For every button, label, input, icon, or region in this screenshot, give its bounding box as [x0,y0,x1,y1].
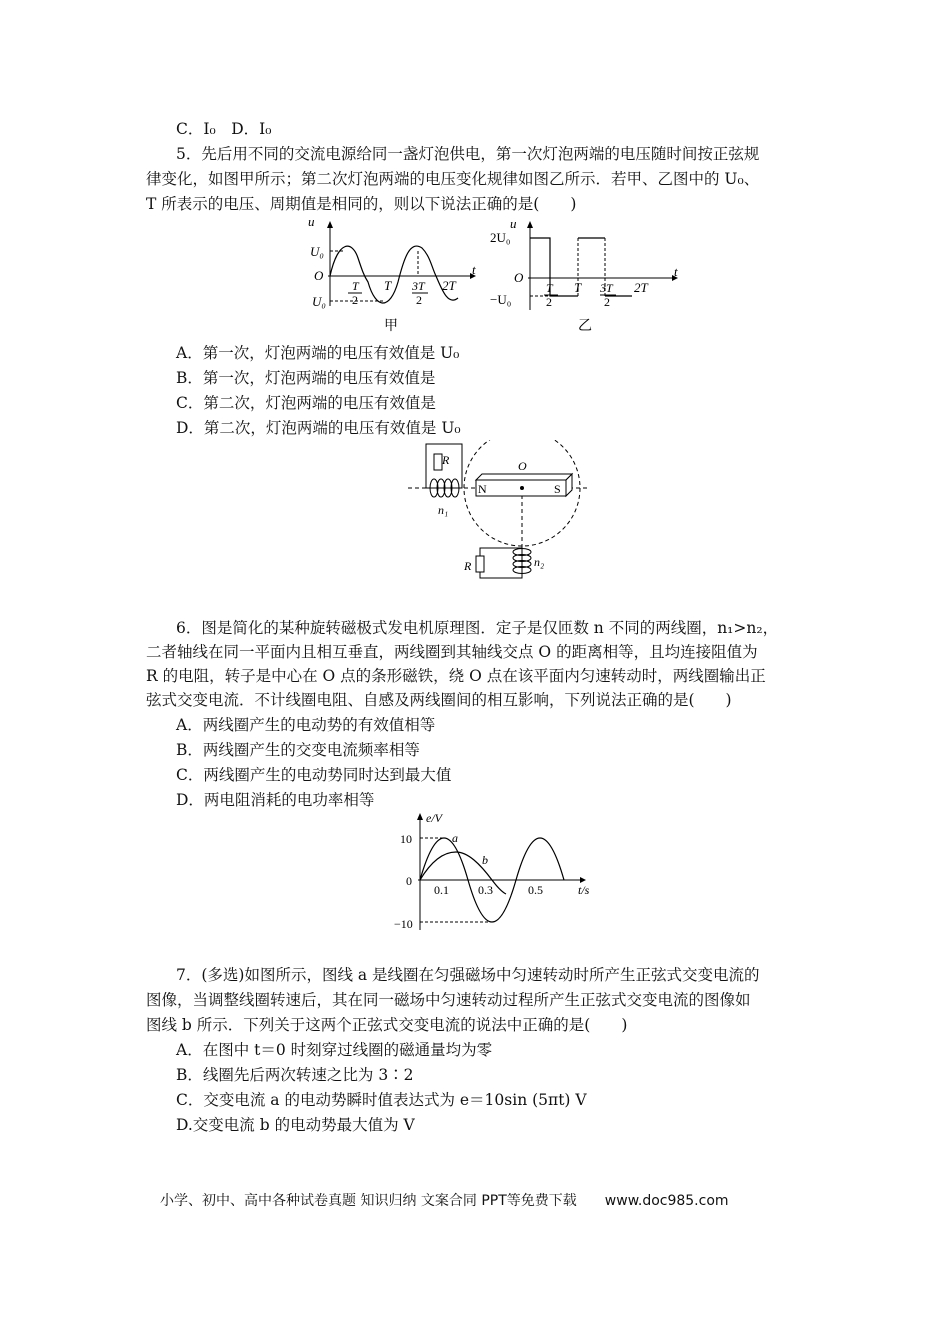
yi-3T-num: 3T [600,281,613,295]
yi-O-label: O [514,270,524,285]
jia-halfT-num: T [352,279,359,293]
jia-halfT-den: 2 [352,293,358,307]
q7-xlabel: t/s [578,883,590,897]
q7-stem-line-1: 7．(多选)如图所示，图线 a 是线圈在匀强磁场中匀速转动时所产生正弦式交变电流的 [176,966,760,984]
R-bottom-label: R [464,559,472,573]
q5-option-a: A．第一次，灯泡两端的电压有效值是 U₀ [176,344,460,362]
q7-stem-line-3: 图线 b 所示．下列关于这两个正弦式交变电流的说法中正确的是( ) [146,1016,628,1034]
q7-option-d: D.交变电流 b 的电动势最大值为 V [176,1116,415,1134]
q6-option-a: A．两线圈产生的电动势的有效值相等 [176,716,436,734]
q6-stem-line-3: R 的电阻，转子是中心在 O 点的条形磁铁，绕 O 点在该平面内匀速转动时，两线圈输出正 [146,667,766,685]
jia-O-label: O [314,268,324,283]
jia-caption: 甲 [384,319,398,334]
q7-y0: 0 [406,874,412,888]
q5-option-b: B．第一次，灯泡两端的电压有效值是 [176,369,436,387]
footer-text: 小学、初中、高中各种试卷真题 知识归纳 文案合同 PPT等免费下载 [160,1193,577,1209]
q7-x01: 0.1 [434,883,449,897]
footer-url[interactable]: www.doc985.com [604,1193,729,1209]
q7-option-c: C．交变电流 a 的电动势瞬时值表达式为 e＝10sin (5πt) V [176,1091,587,1109]
yi-2U0-label: 2U₀ [490,230,511,245]
curve-b-label: b [482,853,488,867]
q5-stem-line-2: 律变化，如图甲所示；第二次灯泡两端的电压变化规律如图乙所示．若甲、乙图中的 U₀、 [146,170,760,188]
yi-u-label: u [510,218,517,231]
q7-stem-line-2: 图像，当调整线圈转速后，其在同一磁场中匀速转动过程所产生正弦式交变电流的图像如 [146,991,751,1009]
q6-option-b: B．两线圈产生的交变电流频率相等 [176,741,420,759]
jia-3T-den: 2 [416,293,422,307]
q7-x05: 0.5 [528,883,543,897]
figure-jia-sine [300,218,480,338]
yi-caption: 乙 [578,319,592,334]
q5-option-d: D．第二次，灯泡两端的电压有效值是 U₀ [176,419,461,437]
yi-t-label: t [674,264,678,279]
yi-halfT-den: 2 [546,295,552,309]
jia-2T-label: 2T [442,278,456,293]
page-footer [160,1190,729,1210]
q7-y10: 10 [400,832,412,846]
yi-2T-label: 2T [634,280,648,295]
center-O-label: O [518,459,527,473]
yi-negU0-label: −U₀ [490,292,512,307]
jia-t-label: t [472,262,476,277]
q5-option-c: C．第二次，灯泡两端的电压有效值是 [176,394,436,412]
figure-yi-square [488,218,688,338]
yi-T-label: T [574,280,582,295]
yi-3T-den: 2 [604,295,610,309]
q6-stem-line-2: 二者轴线在同一平面内且相互垂直，两线圈到其轴线交点 O 的距离相等，且均连接阻值为 [146,643,758,661]
q7-option-a: A．在图中 t＝0 时刻穿过线圈的磁通量均为零 [176,1041,493,1059]
yi-halfT-num: T [546,281,553,295]
q5-stem-line-1: 5．先后用不同的交流电源给同一盏灯泡供电，第一次灯泡两端的电压随时间按正弦规 [176,145,760,163]
q4-options-cd: C．I₀ D．I₀ [176,120,272,138]
q6-stem-line-4: 弦式交变电流．不计线圈电阻、自感及两线圈间的相互影响，下列说法正确的是( ) [146,691,732,709]
q7-ac-graph [390,812,610,936]
q7-x03: 0.3 [478,883,493,897]
jia-T-label: T [384,278,392,293]
generator-diagram [408,440,598,590]
q5-stem-line-3: T 所表示的电压、周期值是相同的，则以下说法正确的是( ) [146,195,577,213]
jia-u-label: u [308,218,315,229]
q7-yneg10: −10 [394,917,413,931]
q6-option-d: D．两电阻消耗的电功率相等 [176,791,375,809]
n2-label: n₂ [534,555,545,569]
q6-stem-line-1: 6．图是简化的某种旋转磁极式发电机原理图．定子是仅匝数 n 不同的两线圈，n₁>n₂， [176,619,779,637]
q7-option-b: B．线圈先后两次转速之比为 3∶2 [176,1066,414,1084]
q7-ylabel: e/V [426,812,442,825]
jia-U0-label: U₀ [310,244,324,259]
magnet-N-label: N [478,482,487,496]
n1-label: n₁ [438,503,449,517]
jia-negU0-label: U₀ [312,294,326,309]
jia-3T-num: 3T [412,279,425,293]
magnet-S-label: S [554,482,561,496]
q6-option-c: C．两线圈产生的电动势同时达到最大值 [176,766,452,784]
curve-a-label: a [452,831,458,845]
R-top-label: R [442,453,450,467]
